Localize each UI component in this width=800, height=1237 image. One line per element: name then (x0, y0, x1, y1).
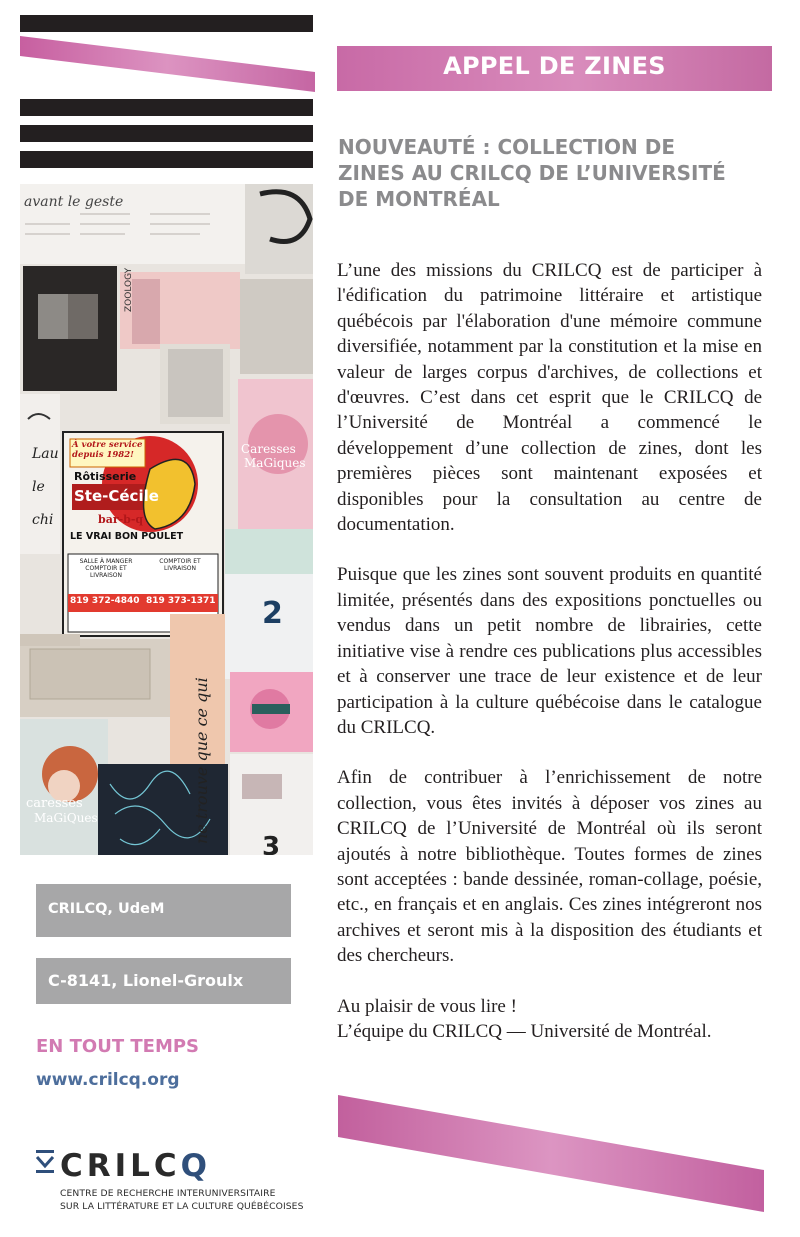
collage-sign-phone2: 819 373-1371 (146, 596, 216, 606)
availability-text: EN TOUT TEMPS (36, 1036, 200, 1057)
collage-sign-rot: Rôtisserie (74, 470, 137, 483)
pink-diagonal-stripe-top (20, 36, 315, 92)
logo-subtitle-2: SUR LA LITTÉRATURE ET LA CULTURE QUÉBÉCOISES (60, 1201, 304, 1212)
collage-sign-promo: À votre service depuis 1982! (72, 440, 143, 460)
paragraph-3: Afin de contribuer à l’enrichissement de notre collection, vous êtes invités à déposer vos zines au CRILCQ de l’Université de Montréal où ils seront ajoutés à notre bibliothèque. Toutes formes de zines sont acceptées : bande dessinée, roman-collage, poésie, etc., en français et en anglais. Ces zines intégreront nos archives et seront mis à la disposition des étudiants et des chercheurs. (337, 767, 762, 967)
collage-note-top: avant le geste (24, 194, 124, 210)
collage-sign-col2: COMPTOIR ET LIVRAISON (159, 558, 201, 572)
headline (338, 134, 758, 212)
zine-collage-photo (20, 184, 313, 855)
collage-handwriting-2: Lau (32, 446, 59, 462)
location-text: CRILCQ, UdeM (48, 901, 165, 917)
crilcq-logo-mark-icon (36, 1148, 56, 1176)
room-box (36, 958, 291, 1004)
body-text (337, 258, 762, 1044)
headline-line-3: DE MONTRÉAL (338, 187, 500, 211)
collage-number-3: 3 (262, 832, 281, 855)
closing (337, 994, 762, 1045)
collage-sign-bbq: bar-b-q (98, 513, 144, 526)
pink-diagonal-stripe-bottom (338, 1095, 764, 1213)
logo-wordmark (60, 1148, 211, 1184)
paragraph-2: Puisque que les zines sont souvent produits en quantité limitée, présentés dans des expositions ponctuelles ou vendus dans un petit nombre de librairies, cette initiative vise à rendre ces publications plus accessibles et à conserver une trace de leur existence et de leur participation à la culture québécoise dans le catalogue du CRILCQ. (337, 564, 762, 738)
top-bar-1 (20, 15, 313, 32)
collage-caresses-2: caresses (26, 796, 83, 811)
location-box (36, 884, 291, 937)
logo-wordmark-main: CRILC (60, 1148, 181, 1184)
collage-sign-slogan: LE VRAI BON POULET (70, 531, 184, 542)
collage-sign-phone1: 819 372-4840 (70, 596, 140, 606)
bar-3 (20, 125, 313, 142)
logo-wordmark-q: Q (180, 1148, 212, 1184)
headline-line-1: NOUVEAUTÉ : COLLECTION DE (338, 135, 676, 159)
collage-illustration (20, 184, 313, 855)
title-banner (337, 46, 772, 91)
collage-zoology: ZOOLOGY (124, 267, 134, 312)
collage-number-2: 2 (262, 596, 283, 631)
bar-2 (20, 99, 313, 116)
bar-4 (20, 151, 313, 168)
closing-signature: L’équipe du CRILCQ — Université de Montréal. (337, 1020, 712, 1042)
collage-handwriting: ne trouve que ce qui (192, 677, 211, 844)
website-link[interactable]: www.crilcq.org (36, 1070, 180, 1090)
collage-handwriting-4: chi (32, 512, 54, 528)
room-text: C-8141, Lionel-Groulx (48, 971, 244, 990)
closing-line-1: Au plaisir de vous lire ! (337, 995, 517, 1017)
logo-subtitle-1: CENTRE DE RECHERCHE INTERUNIVERSITAIRE (60, 1188, 276, 1199)
collage-sign-col1: SALLE À MANGER COMPTOIR ET LIVRAISON (79, 558, 133, 579)
headline-line-2: ZINES AU CRILCQ DE L’UNIVERSITÉ (338, 161, 726, 185)
paragraph-1: L’une des missions du CRILCQ est de participer à l'édification du patrimoine littéraire et artistique québécois par l'élaboration d'une mémoire commune diversifiée, notamment par la constitution et la mise en valeur de larges corpus d'archives, de collections et d'œuvres. C’est dans cet esprit que le CRILCQ de l’Université de Montréal a commencé le développement d’une collection de zines, dont les premières pièces sont maintenant exposées et disponibles pour la consultation au centre de documentation. (337, 260, 762, 536)
banner-title: APPEL DE ZINES (443, 52, 666, 80)
collage-caresses-1: Caresses (241, 442, 296, 456)
collage-magiques-1: MaGiques (244, 456, 306, 470)
collage-magiques-2: MaGiQues (34, 811, 98, 825)
collage-handwriting-3: le (32, 479, 45, 495)
collage-sign-name: Ste-Cécile (74, 487, 159, 505)
